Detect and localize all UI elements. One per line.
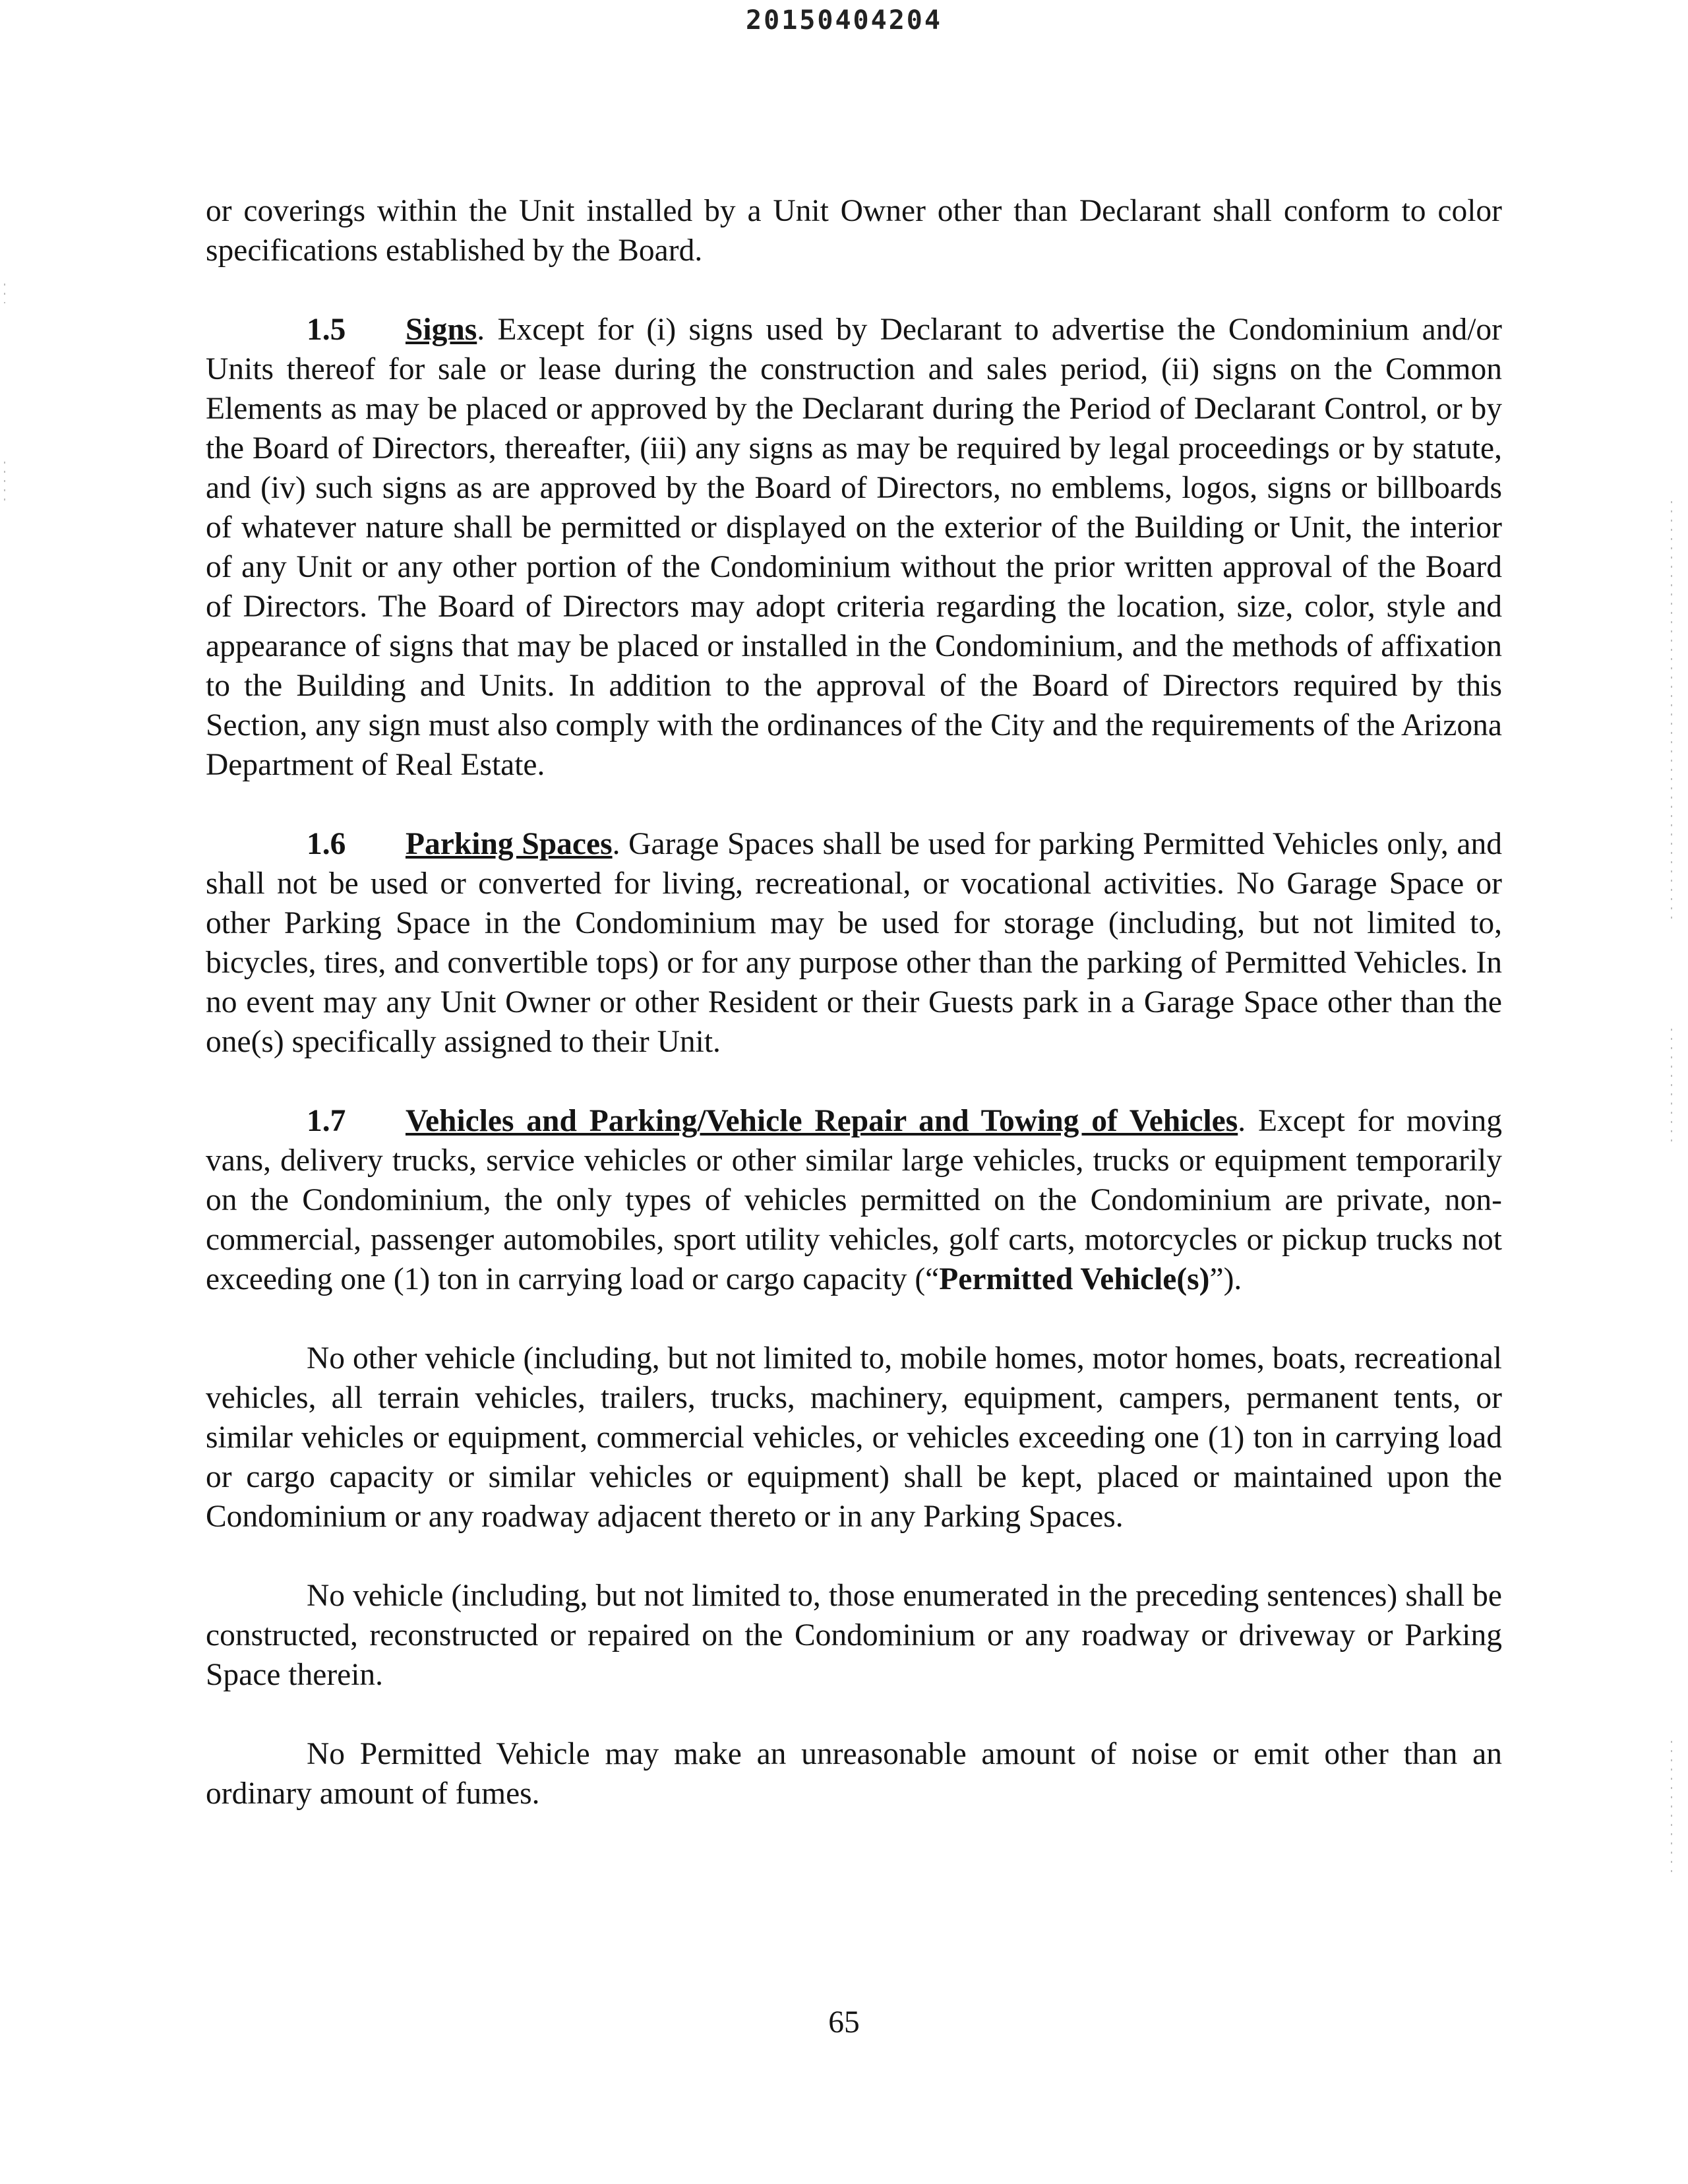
- section-1-5: [206, 310, 1502, 785]
- section-title: Parking Spaces: [406, 827, 613, 861]
- defined-term: Permitted Vehicle(s): [939, 1262, 1210, 1296]
- section-number: 1.6: [307, 827, 346, 861]
- paragraph-no-other-vehicle: No other vehicle (including, but not limited to, mobile homes, motor homes, boats, recreational vehicles, all terrain vehicles, trailers, trucks, machinery, equipment, campers, permanent tents, or similar vehicles or equipment, commercial vehicles, or vehicles exceeding one (1) ton in carrying load or cargo capacity or similar vehicles or equipment) shall be kept, placed or maintained upon the Condominium or any roadway adjacent thereto or in any Parking Spaces.: [206, 1341, 1502, 1534]
- paragraph-no-permitted-vehicle: No Permitted Vehicle may make an unreasonable amount of noise or emit other than an ordinary amount of fumes.: [206, 1737, 1502, 1811]
- document-number: 20150404204: [746, 5, 942, 36]
- section-text: . Garage Spaces shall be used for parking Permitted Vehicles only, and shall not be used or converted for living, recreational, or vocational activities. No Garage Space or other Parking Space in the Condominium may be used for storage (including, but not limited to, bicycles, tires, and convertible tops) or for any purpose other than the parking of Permitted Vehicles. In no event may any Unit Owner or other Resident or their Guests park in a Garage Space other than the one(s) specifically assigned to their Unit.: [206, 827, 1502, 1059]
- scan-margin-mark: [1671, 1029, 1672, 1147]
- page-number: 65: [828, 2005, 860, 2040]
- section-number: 1.5: [307, 313, 346, 347]
- section-text: . Except for moving vans, delivery trucks, service vehicles or other similar large vehicles, trucks or equipment temporarily on the Condominium, the only types of vehicles permitted on the Condominium are private, non-commercial, passenger automobiles, sport utility vehicles, golf carts, motorcycles or pickup trucks not exceeding one (1) ton in carrying load or cargo capacity (“: [206, 1104, 1502, 1296]
- section-number: 1.7: [307, 1104, 346, 1138]
- scan-margin-mark: [1671, 501, 1672, 923]
- document-body: [206, 191, 1502, 1853]
- section-1-6: [206, 824, 1502, 1062]
- paragraph-no-vehicle: No vehicle (including, but not limited to, those enumerated in the preceding sentences) shall be constructed, reconstructed or repaired on the Condominium or any roadway or driveway or Parking Space therein.: [206, 1579, 1502, 1692]
- section-title: Vehicles and Parking/Vehicle Repair and Towing of Vehicles: [406, 1104, 1238, 1138]
- section-text: . Except for (i) signs used by Declarant to advertise the Condominium and/or Units thereof for sale or lease during the construction and sales period, (ii) signs on the Common Elements as may be placed or approved by the Declarant during the Period of Declarant Control, or by the Board of Directors, thereafter, (iii) any signs as may be required by legal proceedings or by statute, and (iv) such signs as are approved by the Board of Directors, no emblems, logos, signs or billboards of whatever nature shall be permitted or displayed on the exterior of the Building or Unit, the interior of any Unit or any other portion of the Condominium without the prior written approval of the Board of Directors. The Board of Directors may adopt criteria regarding the location, size, color, style and appearance of signs that may be placed or installed in the Condominium, and the methods of affixation to the Building and Units. In addition to the approval of the Board of Directors required by this Section, any sign must also comply with the ordinances of the City and the requirements of the Arizona Department of Real Estate.: [206, 313, 1502, 782]
- scan-margin-mark: [4, 462, 5, 501]
- paragraph-continuation: or coverings within the Unit installed by a Unit Owner other than Declarant shall conform to color specifications established by the Board.: [206, 194, 1502, 268]
- section-1-7: [206, 1101, 1502, 1299]
- section-title: Signs: [406, 313, 477, 347]
- scan-margin-mark: [4, 284, 5, 303]
- section-text-end: ”).: [1209, 1262, 1242, 1296]
- scan-margin-mark: [1671, 1741, 1672, 1873]
